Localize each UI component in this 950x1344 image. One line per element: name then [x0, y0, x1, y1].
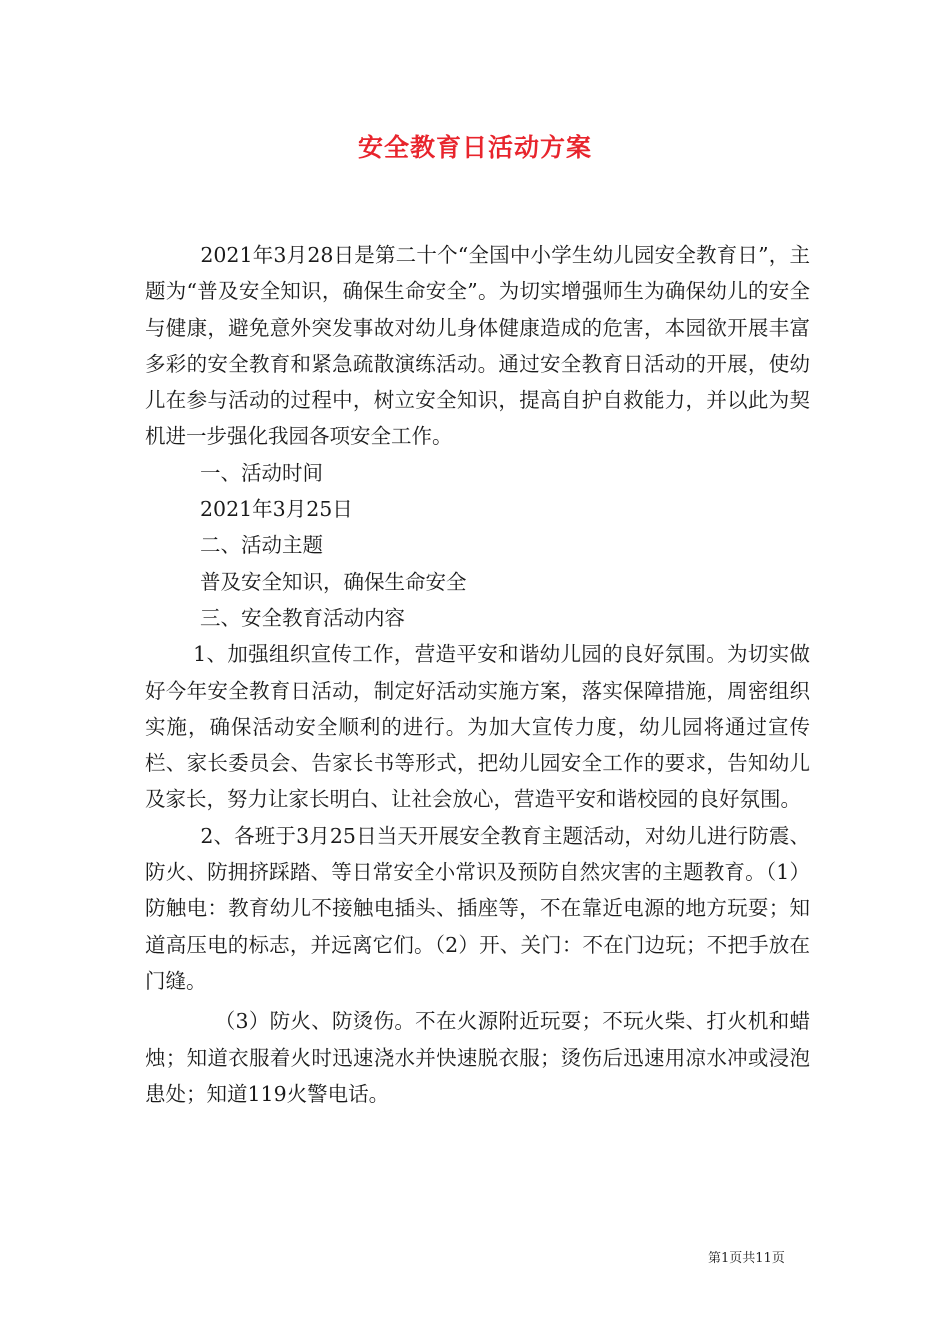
page-number-footer: 第1页共11页: [708, 1251, 785, 1266]
intro-paragraph: 2021年3月28日是第二十个“全国中小学生幼儿园安全教育日”，主题为“普及安全知识，确保生命安全”。为切实增强师生为确保幼儿的安全与健康，避免意外突发事故对幼儿身体健康造成的危害，本园欲开展丰富多彩的安全教育和紧急疏散演练活动。通过安全教育日活动的开展，使幼儿在参与活动的过程中，树立安全知识，提高自护自救能力，并以此为契机进一步强化我园各项安全工作。: [145, 243, 810, 449]
document-title: 安全教育日活动方案: [357, 133, 592, 162]
content-item-1: 1、加强组织宣传工作，营造平安和谐幼儿园的良好氛围。为切实做好今年安全教育日活动，制定好活动实施方案，落实保障措施，周密组织实施，确保活动安全顺利的进行。为加大宣传力度，幼儿园将通过宣传栏、家长委员会、告家长书等形式，把幼儿园安全工作的要求，告知幼儿及家长，努力让家长明白、让社会放心，营造平安和谐校园的良好氛围。: [145, 642, 810, 812]
document-body: [145, 237, 810, 1112]
section-heading-content: 三、安全教育活动内容: [200, 605, 405, 630]
content-item-2: 2、各班于3月25日当天开展安全教育主题活动，对幼儿进行防震、防火、防拥挤踩踏、等日常安全小常识及预防自然灾害的主题教育。（1）防触电：教育幼儿不接触电插头、插座等，不在靠近电源的地方玩耍；知道高压电的标志，并远离它们。（2）开、关门：不在门边玩；不把手放在门缝。: [145, 823, 810, 993]
section-heading-theme: 二、活动主题: [200, 533, 323, 558]
content-item-3: （3）防火、防烫伤。不在火源附近玩耍；不玩火柴、打火机和蜡烛；知道衣服着火时迅速浇水并快速脱衣服；烫伤后迅速用凉水冲或浸泡患处；知道119火警电话。: [145, 1009, 810, 1106]
section-heading-time: 一、活动时间: [200, 460, 323, 485]
activity-theme: 普及安全知识，确保生命安全: [200, 569, 467, 594]
activity-date: 2021年3月25日: [200, 497, 353, 522]
